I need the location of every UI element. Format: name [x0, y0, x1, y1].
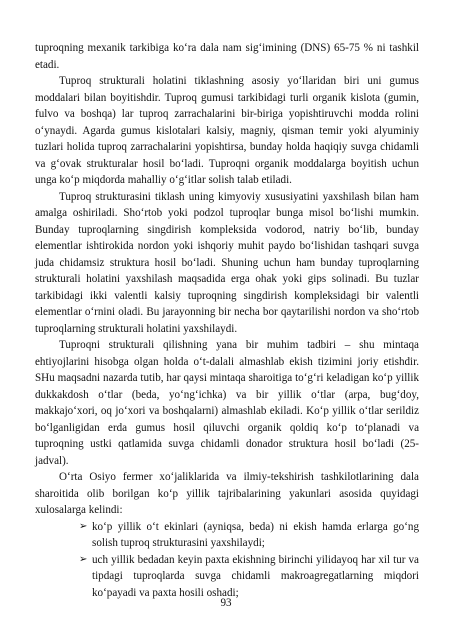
document-body: [35, 40, 419, 601]
list-item-text: ko‘p yillik o‘t ekinlari (ayniqsa, beda) ni ekish hamda erlarga go‘ng solish tuproq strukturasini yaxshilaydi;: [92, 520, 419, 549]
conclusions-list: [35, 519, 419, 602]
paragraph-chemical-properties: Tuproq strukturasini tiklash uning kimyoviy xususiyatini yaxshilash bilan ham amalga oshiriladi. Sho‘rtob yoki podzol tuproqlar bunga misol bo‘lishi mumkin. Bunday tuproqlarning singdirish kompleksida vodorod, natriy bo‘lib, bunday elementlar ishtirokida nordon yoki ishqoriy muhit paydo bo‘lishidan tashqari suvga juda chidamsiz struktura hosil bo‘ladi. Shuning uchun ham bunday tuproqlarning strukturali holatini yaxshilash maqsadida erga ohak yoki gips solinadi. Bu tuzlar tarkibidagi ikki valentli kalsiy tuproqning singdirish kompleksidagi bir valentli elementlar o‘rnini oladi. Bu jarayonning bir necha bor qaytarilishi nordon va sho‘rtob tuproqlarning strukturali holatini yaxshilaydi.: [35, 190, 419, 335]
page-number: 93: [220, 597, 232, 609]
arrow-bullet-icon: ➢: [79, 553, 88, 565]
list-item: [35, 519, 419, 552]
arrow-bullet-icon: ➢: [79, 520, 88, 532]
paragraph-humus: Tuproq strukturali holatini tiklashning asosiy yo‘llaridan biri uni gumus moddalari bilan boyitishdir. Tuproq gumusi tarkibidagi turli organik kislota (gumin, fulvo va boshqa) lar tuproq zarrachalarini bir-biriga yopishtiruvchi modda rolini o‘ynaydi. Agarda gumus kislotalari kalsiy, magniy, qisman temir yoki alyuminiy tuzlari holida tuproq zarrachalarini yopishtirsa, bunday holda haqiqiy suvga chidamli va g‘ovak strukturalar hosil bo‘ladi. Tuproqni organik moddalarga boyitish uchun unga ko‘p miqdorda mahalliy o‘g‘itlar solish talab etiladi.: [35, 75, 419, 186]
list-item-text: uch yillik bedadan keyin paxta ekishning birinchi yilidayoq har xil tur va tipdagi tuproqlarda suvga chidamli makroagregatlarning miqdori ko‘payadi va paxta hosili oshadi;: [92, 553, 419, 599]
paragraph-crop-rotation: Tuproqni strukturali qilishning yana bir muhim tadbiri – shu mintaqa ehtiyojlarini hisobga olgan holda o‘t-dalali almashlab ekish tizimini joriy etishdir. SHu maqsadni nazarda tutib, har qaysi mintaqa sharoitiga to‘g‘ri keladigan ko‘p yillik dukkakdosh o‘tlar (beda, yo‘ng‘ichka) va bir yillik o‘tlar (arpa, bug‘doy, makkajo‘xori, oq jo‘xori va boshqalarni) almashlab ekiladi. Ko‘p yillik o‘tlar serildiz bo‘lganligidan erda gumus hosil qiluvchi organik qoldiq ko‘p to‘planadi va tuproqning ustki qatlamida suvga chidamli donador struktura hosil bo‘ladi (25-jadval).: [35, 339, 419, 467]
paragraph-continuation: tuproqning mexanik tarkibiga ko‘ra dala nam sig‘imining (DNS) 65-75 % ni tashkil etadi.: [35, 42, 419, 71]
paragraph-conclusions-intro: O‘rta Osiyo fermer xo‘jaliklarida va ilmiy-tekshirish tashkilotlarining dala sharoitida olib borilgan ko‘p yillik tajribalarining yakunlari asosida quyidagi xulosalarga kelindi:: [35, 471, 419, 516]
list-item: [35, 552, 419, 602]
